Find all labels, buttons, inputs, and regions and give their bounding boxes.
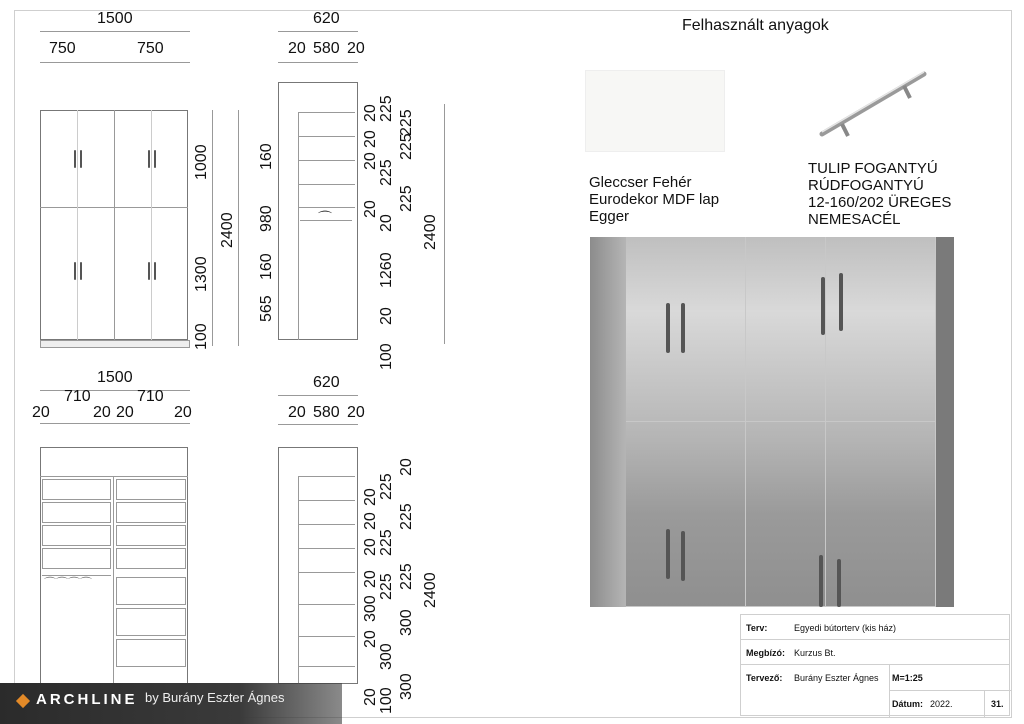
render-handle-icon [681,303,685,353]
dim-side2-total: 2400 [422,572,439,608]
shelf [298,112,355,113]
terv-label: Terv: [746,623,768,633]
megbizo-label: Megbízó: [746,648,785,658]
dim-side2-total: 620 [313,374,340,391]
cabinet-side2-outline [278,447,358,684]
material1-line3: Egger [589,208,630,225]
dim-line [444,104,445,344]
render-handle-icon [837,559,841,607]
dim-side2-9: 225 [378,529,395,556]
dim-line [40,423,190,424]
dim-inner-total: 1500 [97,369,133,386]
dim-line [278,31,358,32]
shelf-box [116,479,186,500]
dim-side2-17: 300 [398,609,415,636]
shelf-box [116,525,186,546]
shelf-box [42,548,111,569]
tb-divider [984,690,985,717]
logo-diamond-icon [16,694,30,708]
inner-wall [298,476,299,684]
dim-line [212,110,213,346]
shelf [298,500,355,501]
megbizo-value: Kurzus Bt. [794,648,836,658]
dim-line [278,424,358,425]
datum-value: 2022. [930,699,953,709]
dim-side2-a: 20 [288,404,306,421]
dim-side2-15: 225 [398,503,415,530]
door-divider [151,110,152,340]
dim-side-a: 20 [288,40,306,57]
title-row-tervezo [741,665,1009,690]
dim-side-right-b2: 225 [398,185,415,212]
dim-side2-8: 225 [378,473,395,500]
datum-label: Dátum: [892,699,923,709]
tervezo-value: Burány Eszter Ágnes [794,673,879,683]
page-number: 31. [991,699,1004,709]
dim-line [40,31,190,32]
material2-name [808,160,951,228]
shelf [298,476,355,477]
dim-side-c: 20 [347,40,365,57]
render-handle-icon [839,273,843,331]
dim-front-h-total: 2400 [219,212,236,248]
render-handle-icon [681,531,685,581]
dim-side2-4: 20 [362,570,379,588]
logo-author: by Burány Eszter Ágnes [145,690,285,705]
dim-side2-10: 225 [378,573,395,600]
archline-logo-bar [0,683,342,724]
handle-icon [74,262,76,280]
shelf [40,476,188,477]
dim-side-right-6: 225 [378,159,395,186]
dim-side-right-b3: 225 [398,109,415,136]
dim-side2-12: 100 [378,687,395,714]
dim-line [278,395,358,396]
dim-side2-6: 20 [362,630,379,648]
handle-icon [80,150,82,168]
hanger-icon: ⌒⌒⌒⌒ [44,576,93,590]
dim-side-right-2: 20 [362,130,379,148]
shelf [298,666,355,667]
logo-brand: ARCHLINE [36,691,138,708]
dim-side-right-b1: 225 [398,133,415,160]
dim-inner-3: 20 [93,404,111,421]
shelf [298,136,355,137]
bar-handle-icon [812,66,932,146]
dim-side2-11: 300 [378,643,395,670]
title-row-terv [741,615,1009,640]
dim-side2-16: 225 [398,563,415,590]
dim-line [40,62,190,63]
materials-heading: Felhasznált anyagok [682,17,829,34]
shelf [298,572,355,573]
dim-side2-c: 20 [347,404,365,421]
handle-icon [80,262,82,280]
shelf-box [42,479,111,500]
dim-side-right-4: 20 [362,200,379,218]
material1-line2: Eurodekor MDF lap [589,191,720,208]
render-side [936,237,954,607]
middle-wall [113,476,114,684]
material-swatch [585,70,725,152]
handle-icon [148,262,150,280]
dim-front-right: 750 [137,40,164,57]
dim-side-left-4: 565 [258,295,275,322]
title-block [740,614,1010,716]
material2-line1: TULIP FOGANTYÚ [808,160,938,177]
render-door [746,237,826,422]
dim-side2-5: 300 [362,595,379,622]
hanger-icon: ⌒ [318,210,332,226]
render-door [746,422,826,607]
inner-wall [298,112,299,340]
render-handle-icon [666,529,670,579]
door-divider [114,110,115,340]
tb-divider [889,690,1011,691]
title-row-megbizo [741,640,1009,665]
shelf-box [116,548,186,569]
wardrobe-render [590,237,954,607]
dim-line [278,62,358,63]
dim-side-right-3: 20 [362,152,379,170]
shelf [298,160,355,161]
handle-icon [74,150,76,168]
material2-line3: 12-160/202 ÜREGES [808,194,952,211]
shelf-box [116,502,186,523]
shelf [298,524,355,525]
dim-front-left: 750 [49,40,76,57]
dim-front-h-top: 1000 [193,144,210,180]
dim-side-right-8: 1260 [378,252,395,288]
terv-value: Egyedi bútorterv (kis ház) [794,623,897,633]
drawer-box [116,577,186,605]
dim-side2-14: 20 [398,458,415,476]
dim-inner-6: 20 [174,404,192,421]
dim-side-right-total: 2400 [422,214,439,250]
dim-side-right-9: 20 [378,307,395,325]
dim-inner-2: 710 [64,388,91,405]
shelf [298,184,355,185]
dim-inner-4: 20 [116,404,134,421]
shelf [298,636,355,637]
shelf [298,604,355,605]
dim-side-left-3: 160 [258,253,275,280]
dim-side2-13: 300 [398,673,415,700]
dim-side-total: 620 [313,10,340,27]
dim-side-right-7: 20 [378,214,395,232]
material2-line4: NEMESACÉL [808,211,901,228]
dim-side2-2: 20 [362,512,379,530]
render-door [826,422,936,607]
dim-side-left-1: 160 [258,143,275,170]
dim-front-h-bottom: 1300 [193,256,210,292]
dim-side2-3: 20 [362,538,379,556]
render-handle-icon [819,555,823,607]
dim-front-total: 1500 [97,10,133,27]
material1-name [589,174,719,225]
drawer-box [116,608,186,636]
dim-side2-7: 20 [362,688,379,706]
shelf-box [42,525,111,546]
shelf-box [42,502,111,523]
dim-front-h-base: 100 [193,323,210,350]
dim-inner-1: 20 [32,404,50,421]
dim-side2-1: 20 [362,488,379,506]
handle-icon [154,150,156,168]
render-handle-icon [666,303,670,353]
dim-side-b: 580 [313,40,340,57]
material1-line1: Gleccser Fehér [589,174,692,191]
dim-side-left-2: 980 [258,205,275,232]
dim-side-right-10: 100 [378,343,395,370]
tervezo-label: Tervező: [746,673,783,683]
render-handle-icon [821,277,825,335]
dim-inner-5: 710 [137,388,164,405]
render-door [626,237,746,422]
dim-line [40,390,190,391]
handle-icon [154,262,156,280]
dim-side-right-5: 225 [378,95,395,122]
dim-side2-b: 580 [313,404,340,421]
shelf [298,548,355,549]
tb-divider [889,665,890,717]
render-wall [590,237,626,607]
cabinet-base [40,340,190,348]
material2-line2: RÚDFOGANTYÚ [808,177,924,194]
dim-side-right-1: 20 [362,104,379,122]
drawer-box [116,639,186,667]
render-door [626,422,746,607]
handle-icon [148,150,150,168]
dim-line [238,110,239,346]
door-divider [77,110,78,340]
scale-value: M=1:25 [892,673,923,683]
